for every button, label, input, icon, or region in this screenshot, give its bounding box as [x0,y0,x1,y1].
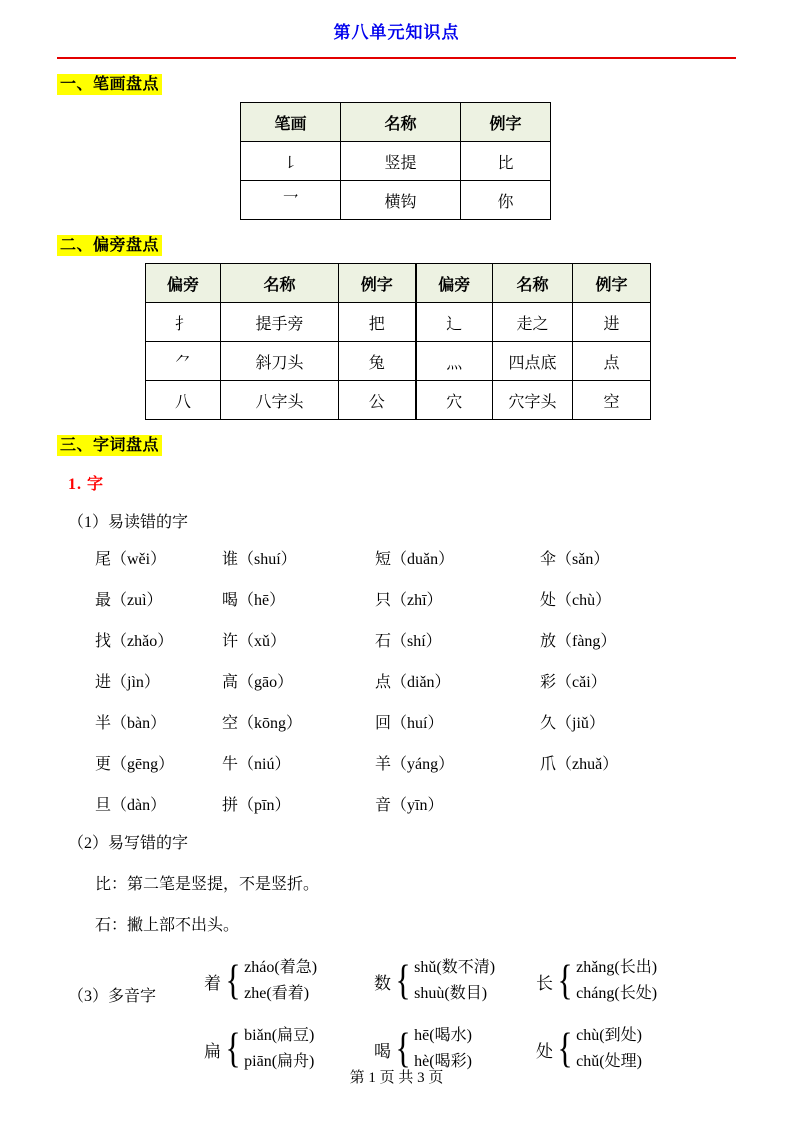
table-cell: 八 [146,381,221,420]
section-heading-radicals [57,232,736,255]
item-label-misread: （1）易读错的字 [68,514,189,531]
table-row [241,181,551,220]
word-entry: 音（yīn） [375,797,444,814]
table-cell: 竖提 [341,142,461,181]
subsection-title-characters: 1. 字 [68,476,105,493]
word-entry: 半（bàn） [95,715,167,732]
reading: zhe(看着) [244,985,310,1002]
word-entry: 羊（yáng） [375,756,455,773]
section-heading-strokes [57,71,736,94]
polyphone-character: 处 [536,1041,553,1061]
word-entry: 只（zhī） [375,592,443,609]
word-entry: 短（duǎn） [375,551,455,568]
column-header: 偏旁 [146,264,221,303]
reading: hè(喝彩) [414,1053,472,1070]
page-title: 第八单元知识点 [333,23,460,42]
word-entry: 拼（pīn） [222,797,291,814]
word-entry: 空（kōng） [222,715,303,732]
polyphone-readings [576,955,657,1007]
table-cell: 横钩 [341,181,461,220]
section-heading-words [57,432,736,455]
polyphone-character: 扁 [204,1041,221,1061]
table-cell: 你 [461,181,551,220]
reading: piān(扁舟) [244,1053,315,1070]
table-row [146,342,651,381]
word-entry: 最（zuì） [95,592,163,609]
table-cell: 穴 [416,381,493,420]
table-cell: 提手旁 [221,303,339,342]
reading: chù(到处) [576,1027,642,1044]
word-entry: 伞（sǎn） [540,551,610,568]
polyphone-readings [244,955,317,1007]
table-cell: 乛 [241,181,341,220]
word-entry: 久（jiǔ） [540,715,605,732]
polyphone-section [57,955,736,1075]
polyphone-character: 着 [204,973,221,993]
reading: zhǎng(长出) [576,959,658,976]
word-entry: 爪（zhuǎ） [540,756,619,773]
polyphone-groups [204,955,657,1075]
column-header: 名称 [341,103,461,142]
stroke-table [240,102,551,220]
table-header-row [241,103,551,142]
column-header: 例字 [573,264,651,303]
brace-glyph: { [557,1026,573,1072]
word-entry: 放（fàng） [540,633,617,650]
table-cell: 兔 [339,342,416,381]
table-cell: 把 [339,303,416,342]
table-row [146,303,651,342]
table-row [241,142,551,181]
polyphone-group [374,955,536,1007]
table-cell: 空 [573,381,651,420]
word-entry: 进（jìn） [95,674,160,691]
word-entry: 旦（dàn） [95,797,167,814]
highlighted-heading-text: 一、笔画盘点 [57,74,162,95]
word-entry: 更（gēng） [95,756,175,773]
reading: biǎn(扁豆) [244,1027,315,1044]
polyphone-character: 喝 [374,1041,391,1061]
table-cell: 扌 [146,303,221,342]
table-cell: 灬 [416,342,493,381]
reading: shǔ(数不清) [414,959,496,976]
title-divider-rule [57,57,736,59]
column-header: 例字 [339,264,416,303]
word-entry: 尾（wěi） [95,551,167,568]
table-cell: 公 [339,381,416,420]
column-header: 名称 [493,264,573,303]
word-entry: 许（xǔ） [222,633,287,650]
table-cell: ⺈ [146,342,221,381]
misread-words-list [95,546,736,815]
miswrite-note: 石：撇上部不出头。 [95,917,240,934]
table-cell: 进 [573,303,651,342]
table-cell: 四点底 [493,342,573,381]
highlighted-heading-text: 二、偏旁盘点 [57,235,162,256]
table-cell: ㇙ [241,142,341,181]
table-row [146,381,651,420]
polyphone-readings [414,955,495,1007]
word-entry: 石（shí） [375,633,442,650]
polyphone-group [204,955,374,1007]
column-header: 笔画 [241,103,341,142]
polyphone-character: 数 [374,973,391,993]
brace-glyph: { [225,1026,241,1072]
table-cell: 斜刀头 [221,342,339,381]
miswrite-note: 比：第二笔是竖提，不是竖折。 [95,876,320,893]
word-entry: 高（gāo） [222,674,294,691]
reading: hē(喝水) [414,1027,472,1044]
word-entry: 点（diǎn） [375,674,451,691]
highlighted-heading-text: 三、字词盘点 [57,435,162,456]
reading: chǔ(处理) [576,1053,642,1070]
item-label-miswrite: （2）易写错的字 [68,835,189,852]
polyphone-group [536,955,657,1007]
word-entry: 谁（shuí） [222,551,297,568]
word-entry: 找（zhǎo） [95,633,174,650]
table-cell: 点 [573,342,651,381]
table-header-row [146,264,651,303]
brace-glyph: { [557,958,573,1004]
word-entry: 喝（hē） [222,592,286,609]
reading: shuù(数目) [414,985,488,1002]
brace-glyph: { [395,1026,411,1072]
page-number-footer: 第 1 页 共 3 页 [349,1070,444,1086]
word-entry: 彩（cǎi） [540,674,607,691]
radical-table [145,263,651,420]
table-cell: 走之 [493,303,573,342]
word-entry: 处（chù） [540,592,612,609]
word-entry: 牛（niú） [222,756,291,773]
column-header: 例字 [461,103,551,142]
table-cell: 比 [461,142,551,181]
reading: zháo(着急) [244,959,318,976]
table-cell: 八字头 [221,381,339,420]
table-cell: 穴字头 [493,381,573,420]
brace-glyph: { [225,958,241,1004]
table-cell: 辶 [416,303,493,342]
polyphone-character: 长 [536,973,553,993]
column-header: 名称 [221,264,339,303]
reading: cháng(长处) [576,985,658,1002]
brace-glyph: { [395,958,411,1004]
item-label-polyphone: （3）多音字 [68,988,157,1005]
column-header: 偏旁 [416,264,493,303]
word-entry: 回（huí） [375,715,444,732]
